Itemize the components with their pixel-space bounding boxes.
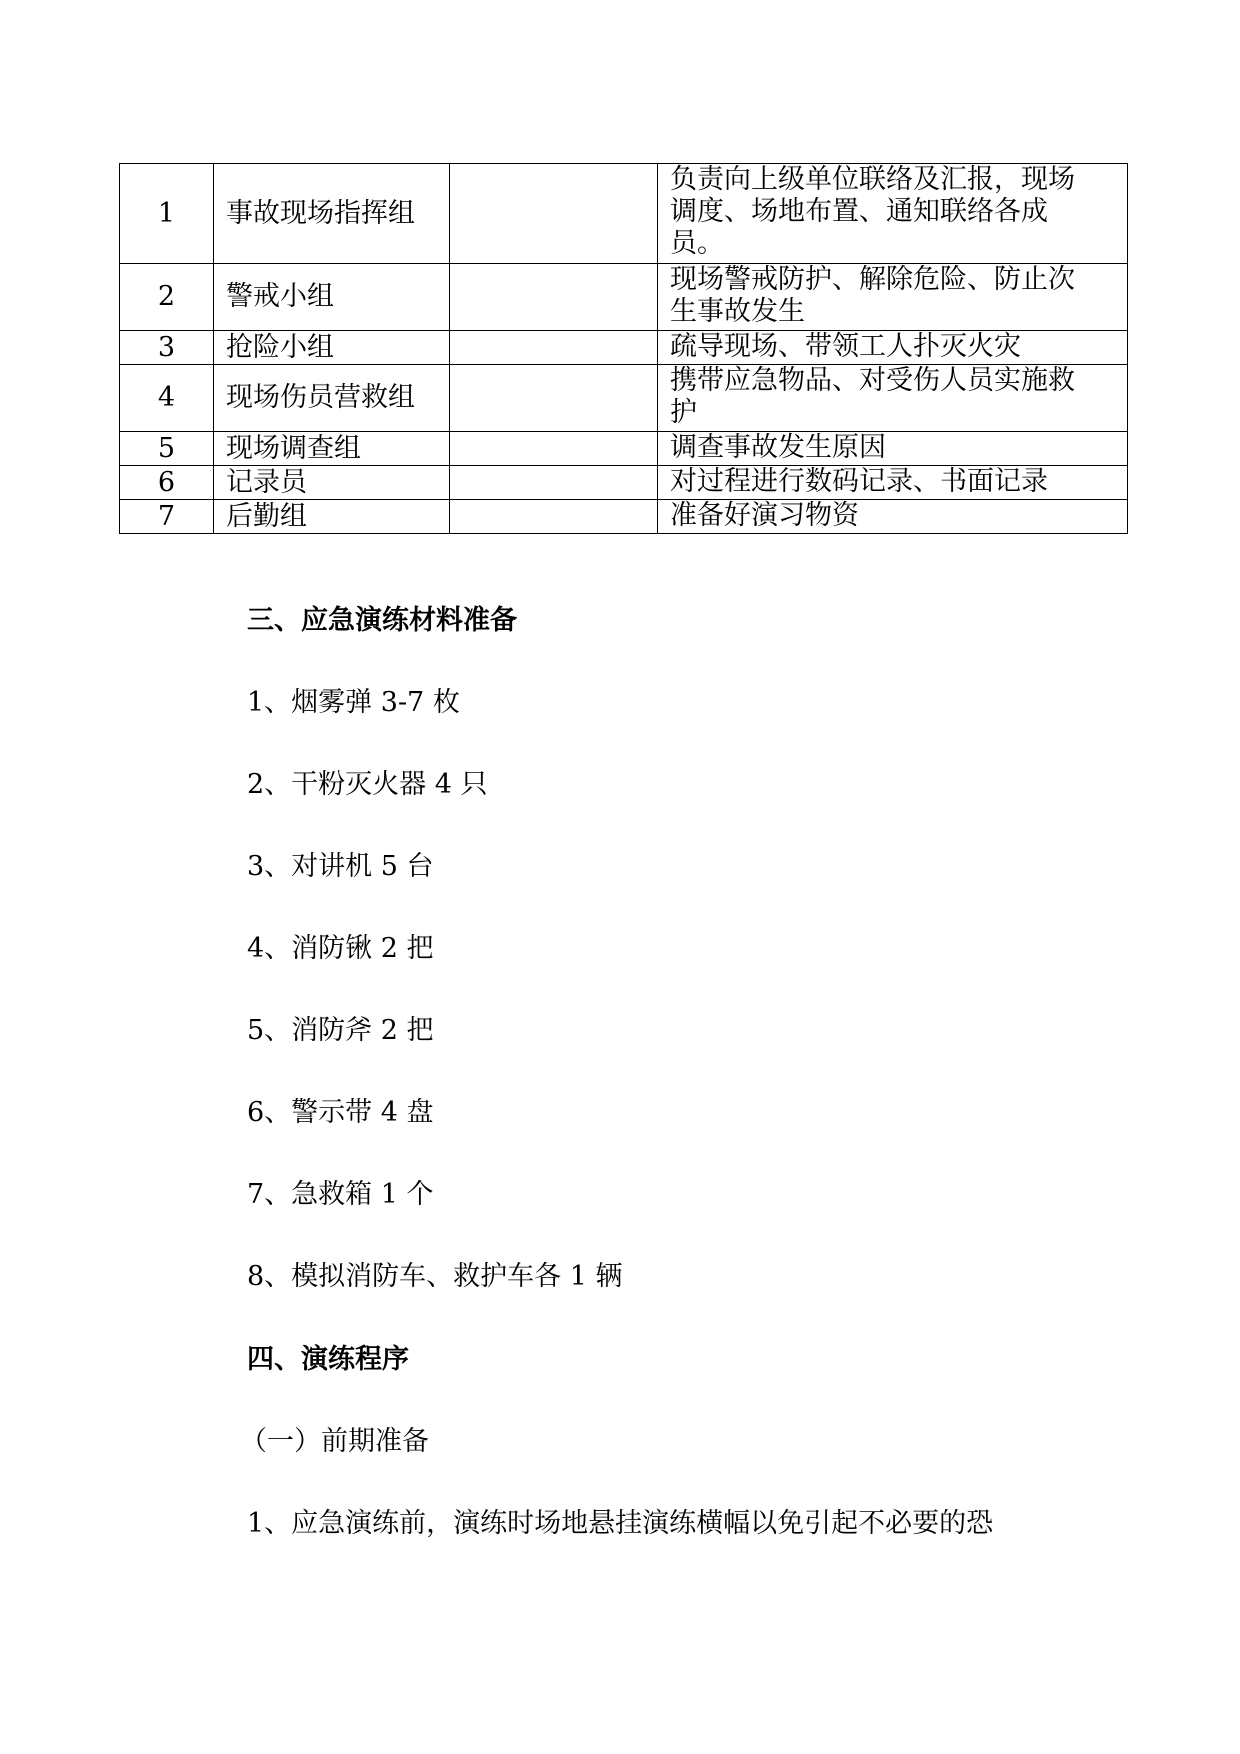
body-paragraph: 1、应急演练前，演练时场地悬挂演练横幅以免引起不必要的恐 [247,1508,994,1539]
member-cell [450,164,658,264]
row-number: 6 [120,466,214,500]
row-number: 1 [120,164,214,264]
material-item: 6、警示带 4 盘 [247,1097,434,1128]
group-name: 警戒小组 [214,264,450,331]
table-row [120,264,1128,331]
group-name: 抢险小组 [214,331,450,365]
row-number: 2 [120,264,214,331]
table-row [120,432,1128,466]
duty-line: 现场警戒防护、解除危险、防止次 [670,264,1075,295]
table-row [120,466,1128,500]
material-item: 4、消防锹 2 把 [247,933,434,964]
row-number: 5 [120,432,214,466]
material-item: 3、对讲机 5 台 [247,851,434,882]
duty-cell [658,164,1128,264]
duty-line: 调查事故发生原因 [670,432,886,463]
subsection-heading: （一）前期准备 [240,1426,429,1457]
table-row [120,500,1128,534]
duty-cell [658,365,1128,432]
table-row [120,365,1128,432]
material-item: 1、烟雾弹 3-7 枚 [247,687,460,718]
member-cell [450,331,658,365]
duty-line: 生事故发生 [670,296,805,327]
member-cell [450,264,658,331]
duty-line: 携带应急物品、对受伤人员实施救 [670,365,1075,396]
duty-cell [658,500,1128,534]
section-heading: 三、应急演练材料准备 [247,605,517,636]
table-row [120,331,1128,365]
duty-line: 疏导现场、带领工人扑灭火灾 [670,331,1021,362]
group-name: 现场调查组 [214,432,450,466]
material-item: 2、干粉灭火器 4 只 [247,769,488,800]
duty-line: 负责向上级单位联络及汇报，现场 [670,164,1075,195]
duty-cell [658,466,1128,500]
group-name: 记录员 [214,466,450,500]
row-number: 7 [120,500,214,534]
group-name: 现场伤员营救组 [214,365,450,432]
table-row [120,164,1128,264]
duty-cell [658,264,1128,331]
material-item: 5、消防斧 2 把 [247,1015,434,1046]
duty-line: 护 [670,397,697,428]
member-cell [450,466,658,500]
row-number: 3 [120,331,214,365]
member-cell [450,432,658,466]
duty-line: 调度、场地布置、通知联络各成 [670,196,1048,227]
group-name: 后勤组 [214,500,450,534]
emergency-team-table [119,163,1128,534]
group-name: 事故现场指挥组 [214,164,450,264]
duty-line: 准备好演习物资 [670,500,859,531]
section-heading: 四、演练程序 [247,1344,409,1375]
duty-line: 对过程进行数码记录、书面记录 [670,466,1048,497]
duty-line: 员。 [670,228,724,259]
row-number: 4 [120,365,214,432]
material-item: 7、急救箱 1 个 [247,1179,434,1210]
material-item: 8、模拟消防车、救护车各 1 辆 [247,1261,623,1292]
duty-cell [658,432,1128,466]
duty-cell [658,331,1128,365]
member-cell [450,500,658,534]
member-cell [450,365,658,432]
